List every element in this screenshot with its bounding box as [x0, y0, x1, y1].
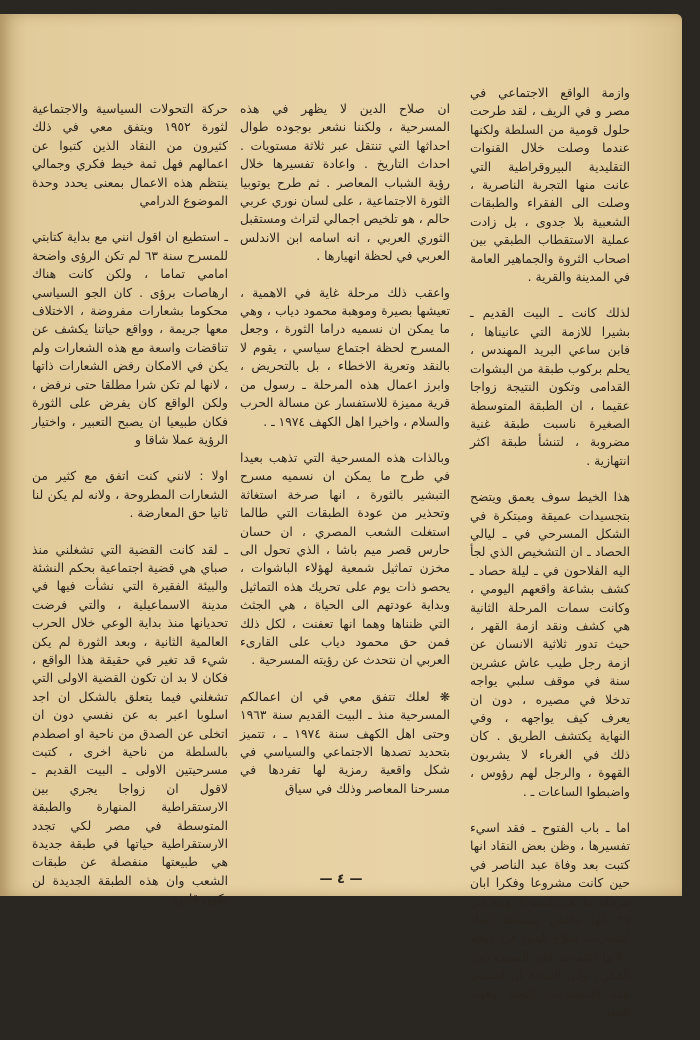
text-column-right: [470, 84, 630, 1040]
paragraph: وبالذات هذه المسرحية التي تذهب بعيدا في طرح ما يمكن ان نسميه مسرح التبشير بالثورة ، انها صرخة استغاثة وتحذير من عودة الطبقات التي طالما استغلت الشعب المصري ، ان حسان حارس قصر ميم باشا ، الذي تحول الى مخزن تماثيل شمعية لهؤلاء الباشوات ، يحصو ذات يوم على تحريك هذه التماثيل وبداية عودتهم الى الحياة ، هي الجثث التي ظنناها وهما انها تعفنت ، لكل ذلك فمن حق محمود دياب على القارىء العربي ان نتحدث عن رؤيته المسرحية .: [240, 450, 450, 668]
paragraph: اولا : لانني كنت اتفق مع كثير من الشعارات المطروحة ، ولانه لم يكن لنا ثانيا حق المعارضة .: [32, 469, 228, 521]
paragraph: لذلك كانت ـ البيت القديم ـ بشيرا للازمة التي عانيناها ، فابن ساعي البريد المهندس ، يحلم بركوب طبقة من البشوات القدامى وتكون النتيجة زواجا عقيما ، ان الطبقة المتوسطة الصغيرة ناسبت طبقة غنية مضروبة ، لتنشأ طبقة اكثر انتهازية .: [470, 306, 630, 468]
paragraph: ـ لقد كانت القضية التي تشغلني منذ صباي هي قضية اجتماعية بحكم النشئة والبيئة الفقيرة التي نشأت فيها في مدينة الاسماعيلية ، والتي فرضت تحديانها منذ بداية الوعي خلال الحرب العالمية الثانية ، وبعد الثورة لم يكن شيء قد تغير في حقيقة هذا الواقع ، فكان لا بد ان تكون القضية الاولى التي تشغلني فيما يتعلق بالشكل ان اجد اسلوبا اعبر به عن نفسي دون ان اتخلى عن الصدق من ناحية او اصطدم بالسلطة من ناحية اخرى ، كتبت مسرحيتين الاولى ـ البيت القديم ـ لاقول ان زواجا يجري بين الارستقراطية المنهارة والطبقة المتوسطة في مصر لكي تجدد الارستقراطية حياتها في طبقة جديدة هي طبيعتها منفصلة عن طبقات الشعب وان هذه الطبقة الجديدة لن تكون قادرة: [32, 542, 228, 907]
paragraph: ـ استطيع ان اقول انني مع بداية كتابتي للمسرح سنة ٦٣ لم تكن الرؤى واضحة امامي تماما ، ولكن كانت هناك ارهاصات برؤى . كان الجو السياسي محكوما بشعارات مفروضة ، الاختلاف معها جريمة ، وواقع حياتنا يكشف عن تناقضات واسعة مع هذه الشعارات ولم يكن في الامكان رفض الشعارات ذاتها ، لانها لم تكن شرا مطلقا حتى نرفض ، ولكن الواقع كان يفرض على الثورة فكان طبيعيا ان يصبح التعبير ، واختيار الرؤية عملا شاقا و: [32, 230, 228, 447]
text-column-middle: [240, 100, 450, 816]
magazine-page: [0, 14, 682, 1020]
text-column-left: [32, 100, 228, 927]
page-number: — ٤ —: [319, 872, 363, 887]
paragraph: هذا الخيط سوف يعمق ويتضح بتجسيدات عميقة ومبتكرة في الشكل المسرحي في ـ ليالي الحصاد ـ ان التشخيص الذي لجأ اليه الفلاحون في ـ ليلة حصاد ـ كشف بشاعة واقعهم اليومي ، وكانت سمات المرحلة الثانية هي كشف ونقد ازمة القهر ، حيث تدور ثلاثية الانسان عن ازمة رجل طيب عاش عشرين سنة في موقف سلبي يواجه تدخلا في مصيره ، دون ان يعرف كيف يواجهه ، وفي النهاية يكتشف الطريق . كان ذلك في الغرباء لا يشربون القهوة ، والرجل لهم رؤوس ، واضبطوا الساعات ـ .: [470, 490, 630, 799]
paragraph: واعقب ذلك مرحلة غاية في الاهمية ، تعيشها بصيرة وموهبة محمود دياب ، وهي ما يمكن ان نسميه دراما الثورة ، وجعل المسرح لحظة اجتماع سياسي ، يقوم لا بالنقد وتعرية الاخطاء ، بل بالتحريض ، وابرز اعمال هذه المرحلة ـ رسول من قرية مميزة للاستفسار عن مسالة الحرب والسلام ، واخيرا اهل الكهف ١٩٧٤ ـ .: [240, 285, 450, 429]
paragraph: حركة التحولات السياسية والاجتماعية لثورة ١٩٥٢ ويتفق معي في ذلك كثيرون من النقاد الذين كتبوا عن اعمالهم فهل ثمة خيط فكري وجمالي ينتظم هذه الاعمال بمعنى يحدد وحدة الموضوع الدرامي: [32, 102, 228, 209]
paragraph: ان صلاح الدين لا يظهر في هذه المسرحية ، ولكننا نشعر بوجوده طوال احداثها التي تنتقل عبر ثلاثة مستويات . احداث التاريخ . واعادة تفسيرها خلال رؤية الشباب المعاصر . ثم طرح يوتوبيا الثورة الاجتماعية ، على لسان نوري عربي حالم ، هو تلخيص اجمالي لتراث ومستقبل الثوري العربي ، انه اسامه ابن الاندلس العربي في لحظة انهيارها .: [240, 102, 450, 264]
question-paragraph: ❋ لعلك تتفق معي في ان اعمالكم المسرحية منذ ـ البيت القديم سنة ١٩٦٣ وحتى اهل الكهف سنة ١٩٧٤ ـ ، تتميز بتحديد تصدها الاجتماعي والسياسي في شكل واقعية رمزية لها تفردها في مسرحنا المعاصر وذلك في سياق: [240, 689, 450, 796]
paragraph: اما ـ باب الفتوح ـ فقد اسيء تفسيرها ، وظن بعض النقاد انها كتبت بعد وفاة عبد الناصر في حين كانت مشروعا وفكرا ابان مرحلة ما بعد نكسة ٥ يونيه في ٦٧ انها تناقض ببساطة ابعاد انتصارات صلاح الدين في حياته ، لانها اعتمدت على السيف دون الفكر ، ولان النتيجة ان استثمر هذه الانتصارات التجار وقواد الجند .: [470, 821, 630, 1020]
paragraph: وازمة الواقع الاجتماعي في مصر و في الريف ، لقد طرحت حلول قومية من السلطة ولكنها عندما وصلت خلال القنوات التقليدية البيروقراطية التي عانت منها التجربة الناصرية ، وصلت الى الفقراء والطبقات الشعبية بلا جدوى ، بل زادت عملية الاستقطاب الطبقي بين اصحاب الثروة والجماهير العامة في المدينة والقرية .: [470, 86, 630, 285]
